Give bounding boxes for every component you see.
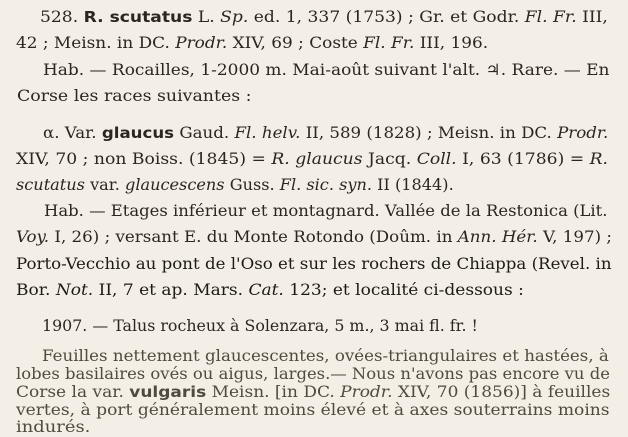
variety-name: glaucus xyxy=(101,124,175,142)
var-glaucus-habitat: Hab. — Etages inférieur et montagnard. Vallée de la Restonica (Lit. xyxy=(44,202,608,220)
note-line-5: indurés. xyxy=(16,418,91,436)
note-line-2: lobes basilaires ovés ou aigus, larges.— Nous n'avons pas encore vu de xyxy=(16,365,610,383)
collection-record: 1907. — Talus rocheux à Solenzara, 5 m., 3 mai fl. fr. ! xyxy=(42,317,478,335)
var-glaucus-line-5: Voy. I, 26) ; versant E. du Monte Rotondo (Doûm. in Ann. Hér. V, 197) ; xyxy=(16,228,612,246)
var-glaucus-line-2: XIV, 70 ; non Boiss. (1845) = R. glaucus Jacq. Coll. I, 63 (1786) = R. xyxy=(16,150,609,168)
var-glaucus-line-6: Porto-Vecchio au pont de l'Oso et sur les rochers de Chiappa (Revel. in xyxy=(16,255,612,273)
var-glaucus-line-7: Bor. Not. II, 7 et ap. Mars. Cat. 123; et localité ci-dessous : xyxy=(16,281,524,299)
entry-habitat-line: Hab. — Rocailles, 1-2000 m. Mai-août suivant l'alt. ♃. Rare. — En xyxy=(43,61,610,79)
species-name: R. scutatus xyxy=(83,8,193,26)
note-line-4: vertes, à port généralement moins élevé et à axes souterrains moins xyxy=(16,401,610,419)
entry-line-2: 42 ; Meisn. in DC. Prodr. XIV, 69 ; Coste Fl. Fr. III, 196. xyxy=(16,34,489,52)
var-glaucus-line-3: scutatus var. glaucescens Guss. Fl. sic. syn. II (1844). xyxy=(16,176,454,194)
var-glaucus-line-1: α. Var. glaucus Gaud. Fl. helv. II, 589 (1828) ; Meisn. in DC. Prodr. xyxy=(43,124,609,142)
entry-number: 528. xyxy=(40,8,79,26)
note-line-3: Corse la var. vulgaris Meisn. [in DC. Prodr. XIV, 70 (1856)] à feuilles xyxy=(16,383,611,401)
note-line-1: Feuilles nettement glaucescentes, ovées-triangulaires et hastées, à xyxy=(42,347,609,365)
entry-races-line: Corse les races suivantes : xyxy=(17,87,252,105)
variety-vulgaris: vulgaris xyxy=(129,383,207,401)
entry-line-1: 528. R. scutatus L. Sp. ed. 1, 337 (1753) ; Gr. et Godr. Fl. Fr. III, xyxy=(40,8,608,26)
